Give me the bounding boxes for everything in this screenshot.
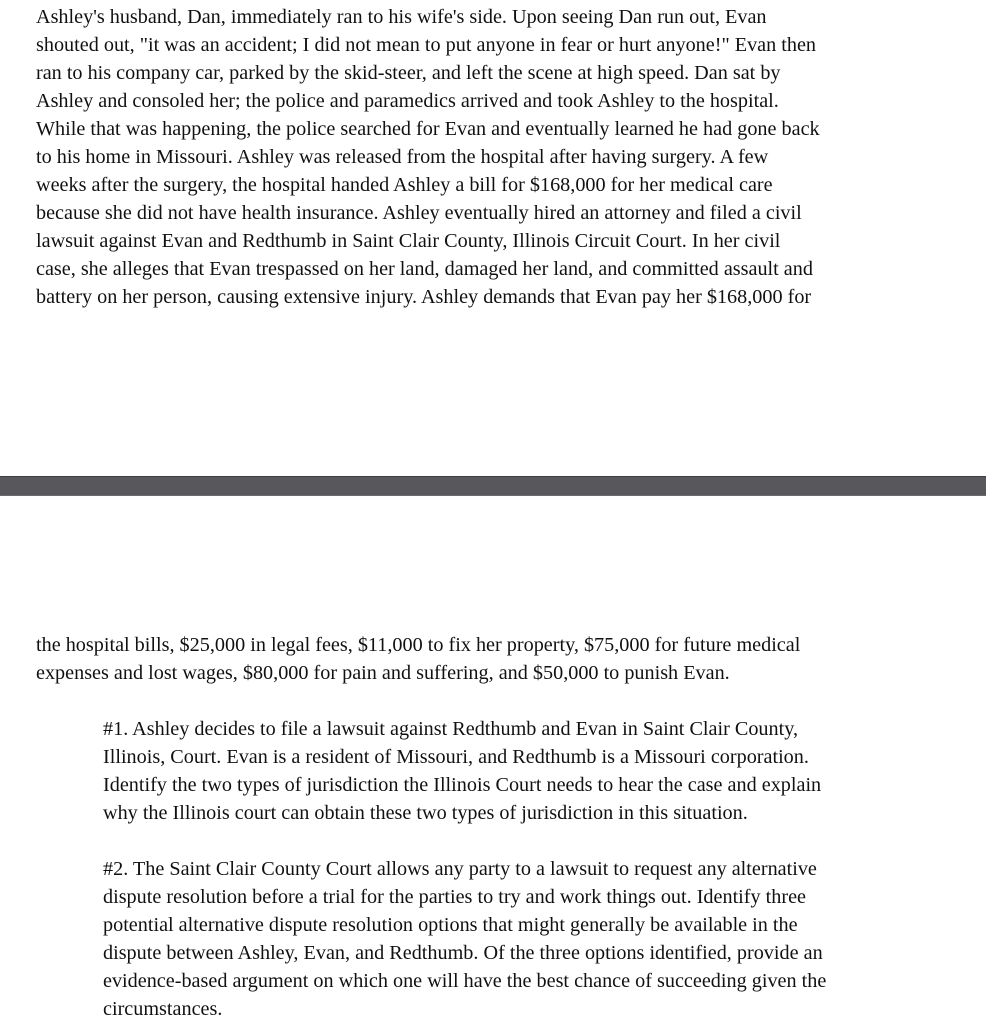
question-line: Identify the two types of jurisdiction the Illinois Court needs to hear the case and explain [103,774,822,796]
paragraph-line: expenses and lost wages, $80,000 for pain and suffering, and $50,000 to punish Evan. [36,662,730,684]
paragraph-line: Ashley and consoled her; the police and paramedics arrived and took Ashley to the hospital. [36,90,779,112]
paragraph-line: the hospital bills, $25,000 in legal fees, $11,000 to fix her property, $75,000 for future medical [36,634,801,656]
question-line: potential alternative dispute resolution options that might generally be available in the [103,914,798,936]
question-line: circumstances. [103,998,223,1020]
paragraph-line: weeks after the surgery, the hospital handed Ashley a bill for $168,000 for her medical care [36,174,773,196]
paragraph-line: Ashley's husband, Dan, immediately ran to his wife's side. Upon seeing Dan run out, Evan [36,6,767,28]
document-page-bottom [0,496,986,1024]
paragraph-line: to his home in Missouri. Ashley was released from the hospital after having surgery. A few [36,146,769,168]
question-line: Illinois, Court. Evan is a resident of Missouri, and Redthumb is a Missouri corporation. [103,746,809,768]
question-line: #1. Ashley decides to file a lawsuit against Redthumb and Evan in Saint Clair County, [103,718,799,740]
paragraph-line: lawsuit against Evan and Redthumb in Saint Clair County, Illinois Circuit Court. In her civil [36,230,781,252]
question-line: dispute resolution before a trial for the parties to try and work things out. Identify three [103,886,807,908]
paragraph-line: case, she alleges that Evan trespassed on her land, damaged her land, and committed assault and [36,258,813,280]
question-line: #2. The Saint Clair County Court allows any party to a lawsuit to request any alternative [103,858,817,880]
document-page-top [0,0,986,476]
paragraph-line: While that was happening, the police searched for Evan and eventually learned he had gone back [36,118,820,140]
question-line: why the Illinois court can obtain these two types of jurisdiction in this situation. [103,802,748,824]
paragraph-line: because she did not have health insurance. Ashley eventually hired an attorney and filed a civil [36,202,802,224]
question-line: dispute between Ashley, Evan, and Redthumb. Of the three options identified, provide an [103,942,823,964]
paragraph-line: shouted out, "it was an accident; I did not mean to put anyone in fear or hurt anyone!" Evan then [36,34,817,56]
paragraph-line: ran to his company car, parked by the skid-steer, and left the scene at high speed. Dan sat by [36,62,781,84]
question-line: evidence-based argument on which one will have the best chance of succeeding given the [103,970,827,992]
page-break-separator [0,476,986,496]
paragraph-line: battery on her person, causing extensive injury. Ashley demands that Evan pay her $168,000 for [36,286,812,308]
